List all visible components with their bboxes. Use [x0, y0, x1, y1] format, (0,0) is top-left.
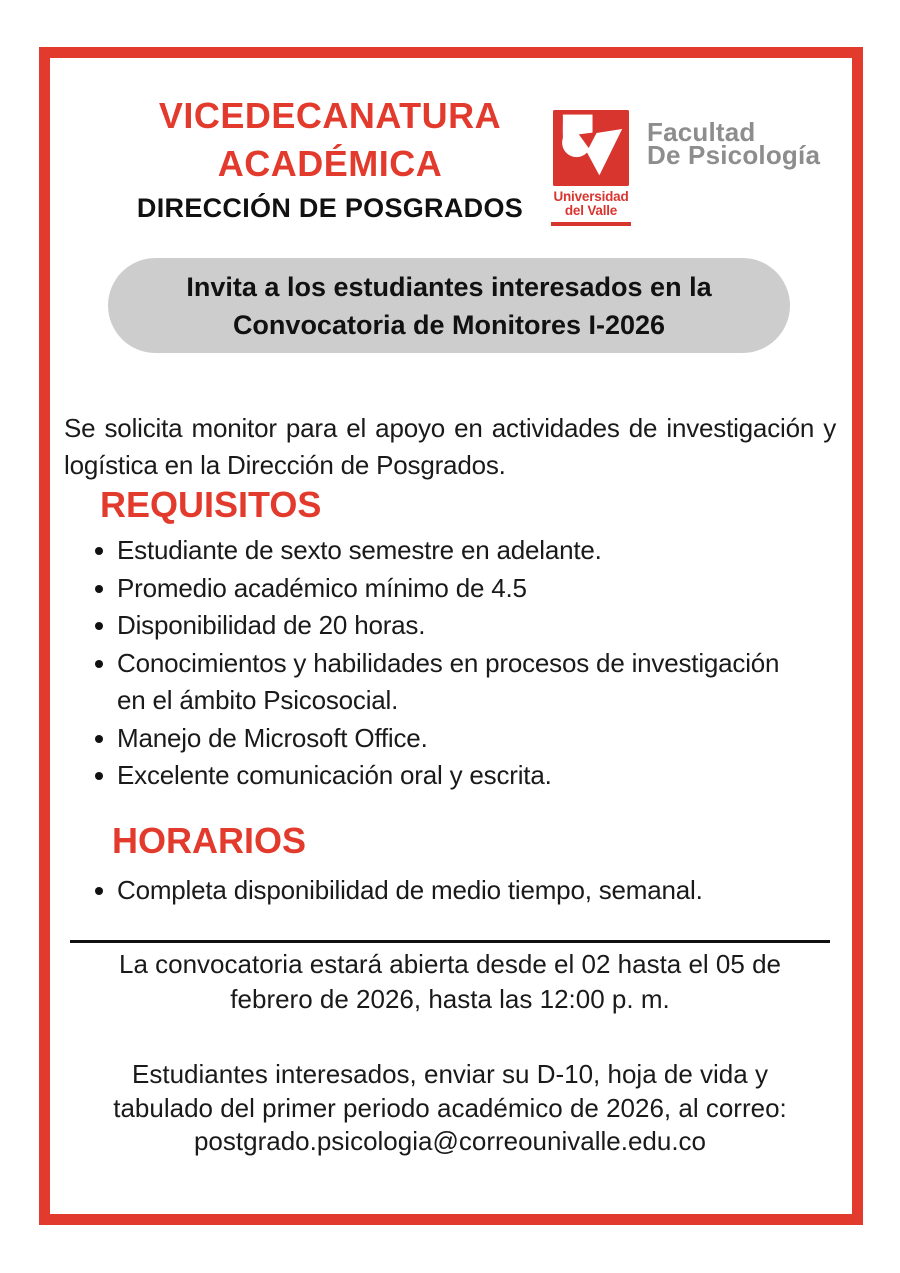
header-title-block [70, 92, 590, 225]
convocatoria-dates [70, 947, 830, 1017]
requisito-item: Promedio académico mínimo de 4.5 [92, 570, 798, 608]
requisito-item: Conocimientos y habilidades en procesos de investigación en el ámbito Psicosocial. [92, 645, 798, 720]
logo-caption-line1: Universidad [553, 189, 629, 204]
horario-item: Completa disponibilidad de medio tiempo, semanal. [92, 872, 798, 910]
requisito-item: Excelente comunicación oral y escrita. [92, 757, 798, 795]
dates-line2: febrero de 2026, hasta las 12:00 p. m. [230, 984, 670, 1014]
requisito-item: Estudiante de sexto semestre en adelante. [92, 532, 798, 570]
faculty-line2: De Psicología [647, 140, 821, 170]
dates-line1: La convocatoria estará abierta desde el 02 hasta el 05 de [118, 949, 781, 979]
invitation-line2: Convocatoria de Monitores I-2026 [232, 309, 666, 340]
requisitos-list [92, 532, 798, 795]
requisito-item: Disponibilidad de 20 horas. [92, 607, 798, 645]
horarios-heading: HORARIOS [112, 820, 307, 861]
invitation-line1: Invita a los estudiantes interesados en la [186, 271, 712, 302]
logo-underline-bar [551, 222, 631, 226]
faculty-line1: Facultad [647, 117, 756, 147]
faculty-name [647, 117, 821, 170]
contact-line2: tabulado del primer periodo académico de 2026, al correo: [113, 1092, 787, 1123]
contact-line1: Estudiantes interesados, enviar su D-10, hoja de vida y [132, 1059, 768, 1089]
intro-paragraph: Se solicita monitor para el apoyo en actividades de investigación y logística en la Dirección de Posgrados. [64, 413, 836, 480]
horarios-list [92, 872, 798, 910]
contact-instructions [60, 1058, 840, 1159]
invitation-banner [108, 258, 790, 353]
email-address: postgrado.psicologia@correounivalle.edu.co [193, 1126, 707, 1156]
univalle-logo-icon [553, 110, 629, 186]
page-subtitle: DIRECCIÓN DE POSGRADOS [136, 193, 524, 223]
page-title-line1: VICEDECANATURA [158, 95, 502, 136]
requisitos-heading: REQUISITOS [100, 484, 322, 525]
universidad-del-valle-logo [551, 110, 631, 226]
requisito-item: Manejo de Microsoft Office. [92, 720, 798, 758]
logo-caption-line2: del Valle [564, 203, 618, 218]
page-title-line2: ACADÉMICA [217, 143, 443, 184]
horizontal-divider [70, 940, 830, 943]
